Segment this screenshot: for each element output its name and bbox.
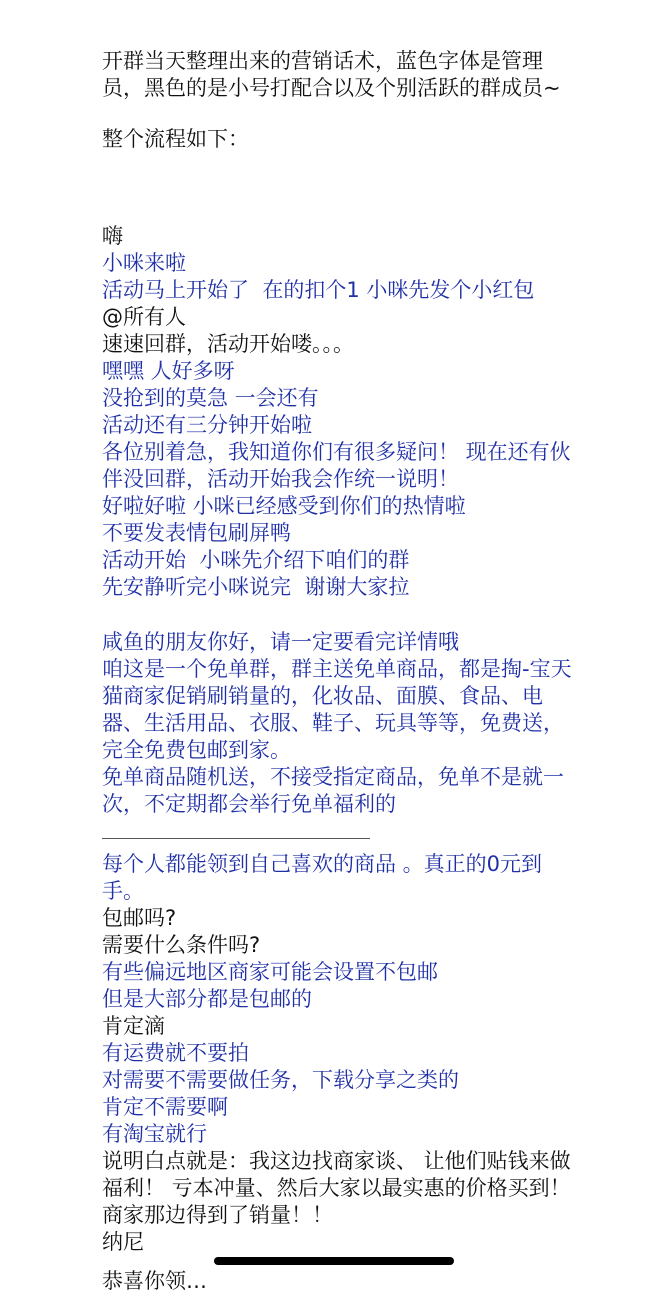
- message-line: 肯定不需要啊: [102, 1095, 228, 1119]
- message-line: 活动开始 小咪先介绍下咱们的群: [102, 548, 410, 572]
- message-line: 肯定滴: [102, 1014, 165, 1038]
- flow-title: 整个流程如下：: [102, 127, 249, 151]
- home-indicator-bar[interactable]: [214, 1257, 454, 1265]
- message-line: 需要什么条件吗?: [102, 933, 261, 957]
- message-line: 先安静听完小咪说完 谢谢大家拉: [102, 575, 410, 599]
- section-divider: [102, 838, 370, 839]
- message-line: @所有人: [102, 305, 186, 329]
- message-line: 有些偏远地区商家可能会设置不包邮: [102, 960, 438, 984]
- message-line: 免单商品随机送，不接受指定商品，免单不是就一次，不定期都会举行免单福利的: [102, 765, 564, 816]
- message-block-3: [102, 851, 578, 1256]
- message-line: 小咪来啦: [102, 251, 186, 275]
- message-line: 速速回群，活动开始喽。。。: [102, 332, 354, 356]
- message-line: 每个人都能领到自己喜欢的商品 。真正的0元到手。: [102, 852, 543, 903]
- message-block-1: [102, 223, 572, 601]
- message-line: 好啦好啦 小咪已经感受到你们的热情啦: [102, 494, 466, 518]
- message-line: 有淘宝就行: [102, 1122, 207, 1146]
- message-line: 对需要不需要做任务，下载分享之类的: [102, 1068, 459, 1092]
- intro-paragraph: 开群当天整理出来的营销话术，蓝色字体是管理员，黑色的是小号打配合以及个别活跃的群成员~: [102, 49, 561, 100]
- message-line: 包邮吗?: [102, 906, 177, 930]
- message-line: 活动还有三分钟开始啦: [102, 413, 312, 437]
- message-line: 不要发表情包刷屏鸭: [102, 521, 291, 545]
- message-line: 嗨: [102, 224, 123, 248]
- document-body: [102, 48, 578, 1256]
- paragraph-gap: [102, 601, 572, 629]
- message-line: 没抢到的莫急 一会还有: [102, 386, 319, 410]
- message-line: 有运费就不要拍: [102, 1041, 249, 1065]
- message-line: 纳尼: [102, 1230, 144, 1254]
- message-line: 说明白点就是：我这边找商家谈、 让他们贴钱来做福利！ 亏本冲量、然后大家以最实惠的价格买到！ 商家那边得到了销量！！: [102, 1149, 578, 1227]
- message-block-2: [102, 629, 572, 818]
- message-line: 咱这是一个免单群，群主送免单商品，都是掏-宝天猫商家促销刷销量的，化妆品、面膜、食品、电器、生活用品、衣服、鞋子、玩具等等，免费送，完全免费包邮到家。: [102, 657, 572, 762]
- message-line: 活动马上开始了 在的扣个1 小咪先发个小红包: [102, 278, 535, 302]
- message-line: 咸鱼的朋友你好，请一定要看完详情哦: [102, 630, 459, 654]
- cut-off-line: 恭喜你领…: [102, 1269, 207, 1293]
- message-line: 但是大部分都是包邮的: [102, 987, 312, 1011]
- message-line: 嘿嘿 人好多呀: [102, 359, 235, 383]
- message-line: 各位别着急，我知道你们有很多疑问！ 现在还有伙伴没回群，活动开始我会作统一说明！: [102, 440, 571, 491]
